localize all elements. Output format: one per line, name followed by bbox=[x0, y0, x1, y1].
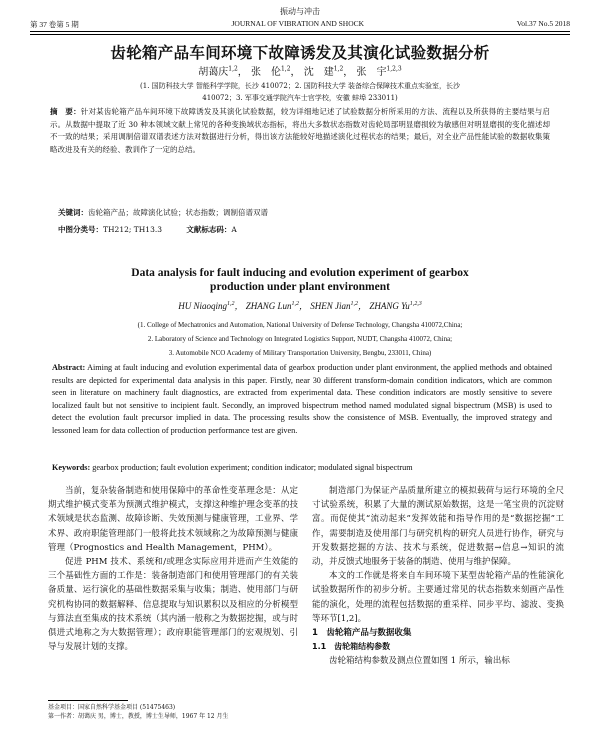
running-header bbox=[30, 19, 570, 30]
section-heading-1: 1 齿轮箱产品与数据收集 bbox=[312, 628, 412, 639]
journal-name-en: JOURNAL OF VIBRATION AND SHOCK bbox=[231, 19, 365, 28]
author-cn-1: 胡蔼庆 bbox=[198, 67, 229, 78]
header-rule bbox=[30, 31, 570, 32]
volume-cn: 第 37 卷第 5 期 bbox=[30, 20, 79, 29]
header-rule-thin bbox=[30, 34, 570, 35]
english-authors: HU Niaoqing$^{1,2}$， ZHANG Lun$^{1,2}$， SHEN Jian$^{1,2}$， ZHANG Yu$^{1,2,3}$ bbox=[178, 301, 422, 311]
author-cn-4: 张 宇 bbox=[356, 67, 387, 78]
classification-line: 中图分类号：TH212; TH13.3 文献标志码：A bbox=[58, 225, 237, 234]
paragraph: 齿轮箱结构参数及测点位置如图 1 所示，输出标 bbox=[329, 656, 510, 667]
cn-abstract-label: 摘 要： bbox=[50, 107, 81, 116]
chinese-affiliation: (1. 国防科技大学 智能科学学院，长沙 410072；2. 国防科技大学 装备综合保障技术重点实验室，长沙 410072；3. 军事交通学院汽车士官学校，安徽 蚌埠 233011) bbox=[140, 82, 460, 102]
section-heading-1-1: 1.1 齿轮箱结构参数 bbox=[312, 642, 391, 652]
author-cn-3: 沈 建 bbox=[303, 67, 334, 78]
paragraph: 促进 PHM 技术、系统和/或理念实际应用并进而产生效能的三个基础性方面的工作是：装备制造部门和使用管理部门的有关装备质量、运行演化的基础性数据采集与收集；制造、使用部门与研究机构协同的数据解释、信息提取与知识累积以及相应的分析模型与算法直至集成的技术系统（其内涵一般称之为数据挖掘，或与时俱进式地称之为大数据管理）；政府职能管理部门的宏观规划、引导与发展计划的支撑。 bbox=[48, 557, 298, 653]
english-affiliation: (1. College of Mechatronics and Automation, National University of Defense Technology, Changsha 410072,China; 2. Laboratory of Science and Technology on Integrated Logistics Support, NUDT, Changsha 410072, China; 3. Automobile NCO Academy of Military Transportation University, Bengbu, 233011, China) bbox=[137, 321, 463, 357]
english-title: Data analysis for fault inducing and evolution experiment of gearbox production under plant environment bbox=[131, 267, 469, 293]
volume-en: Vol.37 No.5 2018 bbox=[516, 19, 570, 28]
chinese-abstract: 摘 要：针对某齿轮箱产品车间环境下故障诱发及其演化试验数据，较为详细地记述了试验数据分析所采用的方法、流程以及所获得的主要结果与启示。从数据中提取了近 30 种本领域文献上常见的各种变换域状态指标，将出大多数状态指数对齿轮局部明显磨损较为敏感但对明显磨损的变化描述却不一致的结果；采用调制倍谱双谱表述方法对数据进行分析，得出该方法能较好地描述演化过程状态的结果；最后，对全业产品性能试验的数据收集策略改进及有关的经验、教训作了一定的总结。 bbox=[50, 107, 550, 154]
paragraph: 当前，复杂装备制造和使用保障中的革命性变革理念是：从定期式维护模式变革为预测式维护模式，支撑这种维护理念变革的技术领域是状态监测、故障诊断、失效预测与健康管理，工业界、学术界、政府职能管理部门一般将此技术领域称之为故障预测与健康管理（Prognostics and Health Management，PHM）。 bbox=[48, 486, 298, 553]
english-keywords: Keywords: gearbox production; fault evolution experiment; condition indicator; modulated signal bispectrum bbox=[52, 463, 413, 472]
chinese-keywords: 关键词：齿轮箱产品；故障演化试验；状态指数；调制倍谱双谱 bbox=[58, 208, 268, 217]
journal-name-cn: 振动与冲击 bbox=[280, 7, 320, 16]
en-abstract-label: Abstract: bbox=[52, 363, 86, 372]
chinese-authors: 胡蔼庆$^{1,2}$， 张 伦$^{1,2}$， 沈 建$^{1,2}$， 张 宇$^{1,2,3}$ bbox=[198, 65, 402, 78]
body-column-right bbox=[312, 484, 564, 669]
paragraph: 本文的工作就是将来自车间环境下某型齿轮箱产品的性能演化试验数据所作的初步分析。主要通过常见的状态指数来刻画产品性能的演化，处理的流程包括数据的重采样、同步平均、滤波、变换等环节[1,2]。 bbox=[312, 571, 564, 624]
body-column-left bbox=[48, 484, 298, 654]
paragraph: 制造部门为保证产品质量所建立的模拟载荷与运行环境的全尺寸试验系统，积累了大量的测试原始数据，这是一笔宝贵的沉淀财富。而促使其“流动起来”发挥效能和指导作用的是“数据挖掘”工作，需要制造及使用部门与研究机构的研究人员进行协作，研究与开发数据挖掘的方法、技术与系统，促进数据→信息→知识的流动，并反馈式地服务于装备的制造、使用与维护保障。 bbox=[312, 486, 564, 568]
author-cn-2: 张 伦 bbox=[250, 67, 281, 78]
footnote: 基金项目：国家自然科学基金项目 (51475463) 第一作者：胡蔼庆 男，博士，教授，博士生导师，1967 年 12 月生 bbox=[48, 704, 229, 720]
english-abstract: Abstract: Aiming at fault inducing and evolution experimental data of gearbox production under plant environment, the applied methods and obtained results are depicted for experimental data analysis in this paper. Firstly, near 30 different transform-domain condition indicators, which are common seen in literature on machinery fault diagnostics, are extracted from experimental data. These condition indicators are mostly sensitive to severe localized fault but not sensitive to incipient fault. Secondly, an improved bispectrum method named modulated signal bispectrum (MSB) is used to detect the evolution fault precursor implied in data. The processing results show the consistence of MSB. Eventually, the improved strategy and lessoned leam for data collection of production performance test are given. bbox=[52, 363, 552, 435]
chinese-title: 齿轮箱产品车间环境下故障诱发及其演化试验数据分析 bbox=[110, 44, 490, 62]
footnote-rule bbox=[48, 700, 128, 701]
